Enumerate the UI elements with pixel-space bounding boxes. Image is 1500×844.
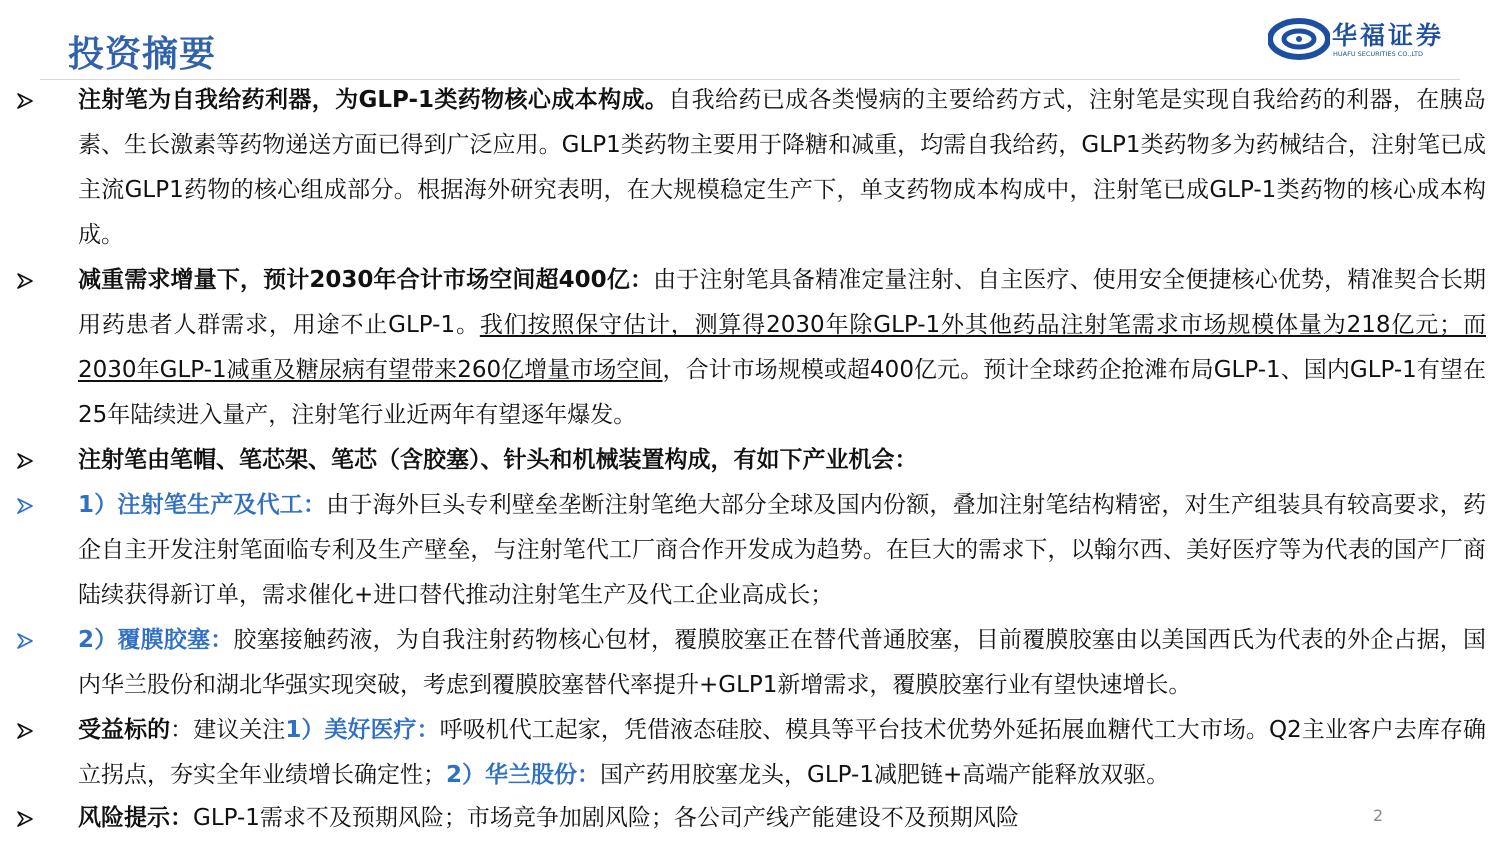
bullet-text: 国产药用胶塞龙头，GLP-1减肥链+高端产能释放双驱。 <box>600 762 1170 788</box>
bullet-text: 自我给药已成各类慢病的主要给药方式，注射笔是实现自我给药的利器，在胰岛素、生长激素等药物递送方面已得到广泛应用。GLP1类药物主要用于降糖和减重，均需自我给药，GLP1类药物多为药械结合，注射笔已成主流GLP1药物的核心组成部分。根据海外研究表明，在大规模稳定生产下，单支药物成本构成中，注射笔已成GLP-1类药物的核心成本构成。 <box>78 87 1486 248</box>
page-title: 投资摘要 <box>68 34 217 75</box>
bullet-paragraph <box>78 78 1486 258</box>
bullet-text: 由于注射笔具备精准定量注射、自主医疗、使用安全便捷核心优势，精准契合长期用药患者人群需求，用途不止GLP-1。 <box>78 267 1487 338</box>
bullet-paragraph <box>78 796 1486 840</box>
arrow-bullet-icon <box>16 632 34 650</box>
bullet-text: 胶塞接触药液，为自我注射药物核心包材，覆膜胶塞正在替代普通胶塞，目前覆膜胶塞由以美国西氏为代表的外企占据，国内华兰股份和湖北华强实现突破，考虑到覆膜胶塞替代率提升+GLP1新增需求，覆膜胶塞行业有望快速增长。 <box>78 627 1486 698</box>
bullet-lead: 减重需求增量下，预计2030年合计市场空间超400亿： <box>78 267 654 293</box>
bullet-text: 呼吸机代工起家，凭借液态硅胶、模具等平台技术优势外延拓展血糖代工大市场。Q2主业客户去库存确立拐点，夯实全年业绩增长确定性； <box>78 717 1486 788</box>
highlight-company: 2）华兰股份： <box>446 762 601 788</box>
huafu-logo-icon <box>1268 18 1330 60</box>
highlight-company: 1）美好医疗： <box>285 717 440 743</box>
bullet-text: 由于海外巨头专利壁垒垄断注射笔绝大部分全球及国内份额，叠加注射笔结构精密，对生产组装具有较高要求，药企自主开发注射笔面临专利及生产壁垒，与注射笔代工厂商合作开发成为趋势。在巨大的需求下，以翰尔西、美好医疗等为代表的国产厂商陆续获得新订单，需求催化+进口替代推动注射笔生产及代工企业高成长； <box>78 492 1486 608</box>
bullet-paragraph <box>78 483 1486 618</box>
logo-english-name: HUAFU SECURITIES CO.,LTD <box>1333 50 1424 58</box>
bullet-lead: 注射笔为自我给药利器，为GLP-1类药物核心成本构成。 <box>78 87 669 113</box>
page-number: 2 <box>1373 806 1384 825</box>
bullet-paragraph <box>78 258 1486 438</box>
bullet-paragraph <box>78 708 1486 798</box>
bullet-paragraph <box>78 618 1486 708</box>
arrow-bullet-icon <box>16 497 34 515</box>
arrow-bullet-icon <box>16 452 34 470</box>
logo-chinese-name: 华福证券 <box>1332 21 1445 50</box>
bullet-paragraph <box>78 438 1486 483</box>
arrow-bullet-icon <box>16 722 34 740</box>
bullet-lead: 风险提示： <box>78 805 193 831</box>
arrow-bullet-icon <box>16 272 34 290</box>
bullet-text: ，合计市场规模或超400亿元。预计全球药企抢滩布局GLP-1、国内GLP-1有望在25年陆续进入量产，注射笔行业近两年有望逐年爆发。 <box>78 357 1486 428</box>
bullet-lead: 1）注射笔生产及代工： <box>78 492 327 518</box>
bullet-text: ：建议关注 <box>170 717 286 743</box>
underlined-estimate: 我们按照保守估计，测算得2030年除GLP-1外其他药品注射笔需求市场规模体量为218亿元；而2030年GLP-1减重及糖尿病有望带来260亿增量市场空间 <box>78 312 1486 383</box>
bullet-lead: 注射笔由笔帽、笔芯架、笔芯（含胶塞）、针头和机械装置构成，有如下产业机会： <box>78 447 918 473</box>
company-logo <box>1268 18 1458 60</box>
bullet-lead: 受益标的 <box>78 717 171 743</box>
arrow-bullet-icon <box>16 810 34 828</box>
arrow-bullet-icon <box>16 92 34 110</box>
bullet-lead: 2）覆膜胶塞： <box>78 627 234 653</box>
bullet-text: GLP-1需求不及预期风险；市场竞争加剧风险；各公司产线产能建设不及预期风险 <box>193 805 1019 831</box>
